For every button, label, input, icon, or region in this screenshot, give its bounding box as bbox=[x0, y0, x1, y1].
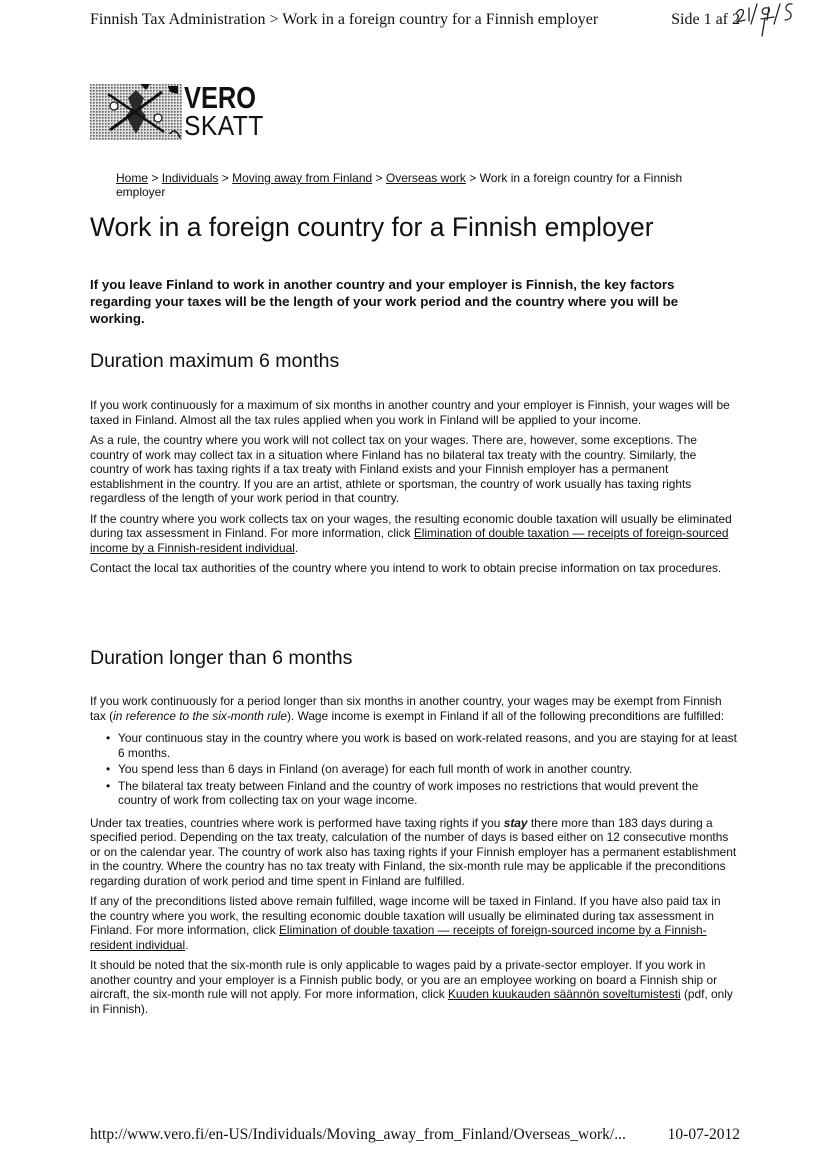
paragraph bbox=[90, 958, 738, 1016]
section-heading-max-6-months: Duration maximum 6 months bbox=[90, 350, 340, 372]
section-max-6-months bbox=[90, 398, 738, 582]
six-month-rule-test-link[interactable]: Kuuden kuukauden säännön soveltumistesti bbox=[447, 987, 681, 1001]
list-item: • Your continuous stay in the country where you work is based on work-related reasons, and you are staying for at least 6 months. bbox=[118, 731, 738, 760]
print-header-title: Finnish Tax Administration > Work in a foreign country for a Finnish employer bbox=[90, 11, 599, 28]
logo-word-vero: VERO bbox=[184, 80, 257, 115]
print-date: 10-07-2012 bbox=[667, 1126, 740, 1143]
print-header bbox=[90, 11, 740, 33]
breadcrumb-overseas-work-link[interactable]: Overseas work bbox=[385, 171, 466, 185]
page-url: http://www.vero.fi/en-US/Individuals/Moving_away_from_Finland/Overseas_work/... bbox=[90, 1126, 626, 1143]
paragraph bbox=[90, 894, 738, 952]
vero-skatt-logo bbox=[90, 80, 270, 141]
paragraph-text: It should be noted that the six-month rule is only applicable to wages paid by a private-sector employer. If you work in another country and your employer is a Finnish public body, or you are an employee working on board a Finnish ship or aircraft, the six-month rule will not apply. For more information, click bbox=[90, 958, 718, 1001]
breadcrumb-separator: > bbox=[221, 171, 229, 185]
section-heading-longer-than-6-months: Duration longer than 6 months bbox=[90, 647, 353, 669]
paragraph-emphasis: stay bbox=[503, 815, 528, 830]
breadcrumb-individuals-link[interactable]: Individuals bbox=[161, 171, 219, 185]
breadcrumb-current: Work in a foreign country for a Finnish employer bbox=[116, 171, 683, 199]
paragraph-italic: in reference to the six-month rule bbox=[113, 708, 287, 723]
double-taxation-link[interactable]: Elimination of double taxation — receipts of foreign-sourced income by a Finnish-resident individual bbox=[90, 923, 707, 952]
logo-word-skatt: SKATT bbox=[184, 110, 264, 141]
paragraph-text: . bbox=[294, 540, 299, 555]
breadcrumb-separator: > bbox=[151, 171, 159, 185]
paragraph-text: If any of the preconditions listed above remain fulfilled, wage income will be taxed in Finland. If you have also paid tax in the country where you work, the resulting economic double taxation will usually be eliminated during tax assessment in Finland. For more information, click bbox=[90, 894, 721, 937]
lead-paragraph: If you leave Finland to work in another country and your employer is Finnish, the key factors regarding your taxes will be the length of your work period and the country where you will be working. bbox=[90, 277, 679, 326]
paragraph-text: (pdf, only in Finnish). bbox=[90, 987, 733, 1016]
breadcrumb-moving-away-link[interactable]: Moving away from Finland bbox=[232, 171, 373, 185]
list-item: • The bilateral tax treaty between Finland and the country of work imposes no restrictions that would prevent the country of work from collecting tax on your wage income. bbox=[118, 779, 738, 808]
page-title: Work in a foreign country for a Finnish employer bbox=[90, 212, 654, 242]
double-taxation-link[interactable]: Elimination of double taxation — receipts of foreign-sourced income by a Finnish-resident individual bbox=[90, 526, 729, 555]
breadcrumb-separator: > bbox=[375, 171, 383, 185]
section-longer-than-6-months bbox=[90, 694, 738, 1022]
paragraph-text: If you work continuously for a period longer than six months in another country, your wages may be exempt from Finnish tax ( bbox=[90, 694, 722, 723]
paragraph-text: there more than 183 days during a specified period. Depending on the tax treaty, calculation of the number of days is based either on 12 consecutive months or on the calendar year. The country of work also has taxing rights if your Finnish employer has a permanent establishment in the country. Where the country has no tax treaty with Finland, the six-month rule may be applicable if the preconditions regarding duration of work period and time spent in Finland are fulfilled. bbox=[90, 815, 737, 888]
paragraph-text: If the country where you work collects tax on your wages, the resulting economic double taxation will usually be eliminated during tax assessment in Finland. For more information, click bbox=[90, 511, 732, 540]
breadcrumb-separator: > bbox=[469, 171, 477, 185]
paragraph: Contact the local tax authorities of the country where you intend to work to obtain precise information on tax procedures. bbox=[90, 561, 722, 575]
preconditions-list bbox=[90, 731, 738, 808]
paragraph: As a rule, the country where you work will not collect tax on your wages. There are, however, some exceptions. The country of work may collect tax in a situation where Finland has no bilateral tax treaty with the country. Similarly, the country of work has taxing rights if a tax treaty with Finland exists and your Finnish employer has a permanent establishment in the country. If you are an artist, athlete or sportsman, the country of work usually has taxing rights regardless of the length of your work period in that country. bbox=[90, 433, 697, 505]
breadcrumb-home-link[interactable]: Home bbox=[116, 171, 149, 185]
paragraph-text: . bbox=[185, 937, 189, 952]
breadcrumb bbox=[116, 171, 726, 199]
list-item: • You spend less than 6 days in Finland (on average) for each full month of work in another country. bbox=[118, 762, 738, 777]
paragraph-text: ). Wage income is exempt in Finland if all of the following preconditions are fulfilled: bbox=[286, 708, 725, 723]
handwritten-annotation bbox=[734, 0, 814, 42]
coat-of-arms-emblem bbox=[90, 84, 182, 140]
paragraph: If you work continuously for a maximum of six months in another country and your employer is Finnish, your wages will be taxed in Finland. Almost all the tax rules applied when you work in Finland will be applied to your income. bbox=[90, 398, 730, 427]
paragraph bbox=[90, 512, 738, 556]
paragraph-text: Under tax treaties, countries where work is performed have taxing rights if you bbox=[90, 815, 504, 830]
paragraph bbox=[90, 694, 738, 723]
page-number: Side 1 af 2 bbox=[671, 11, 740, 28]
paragraph bbox=[90, 816, 738, 889]
